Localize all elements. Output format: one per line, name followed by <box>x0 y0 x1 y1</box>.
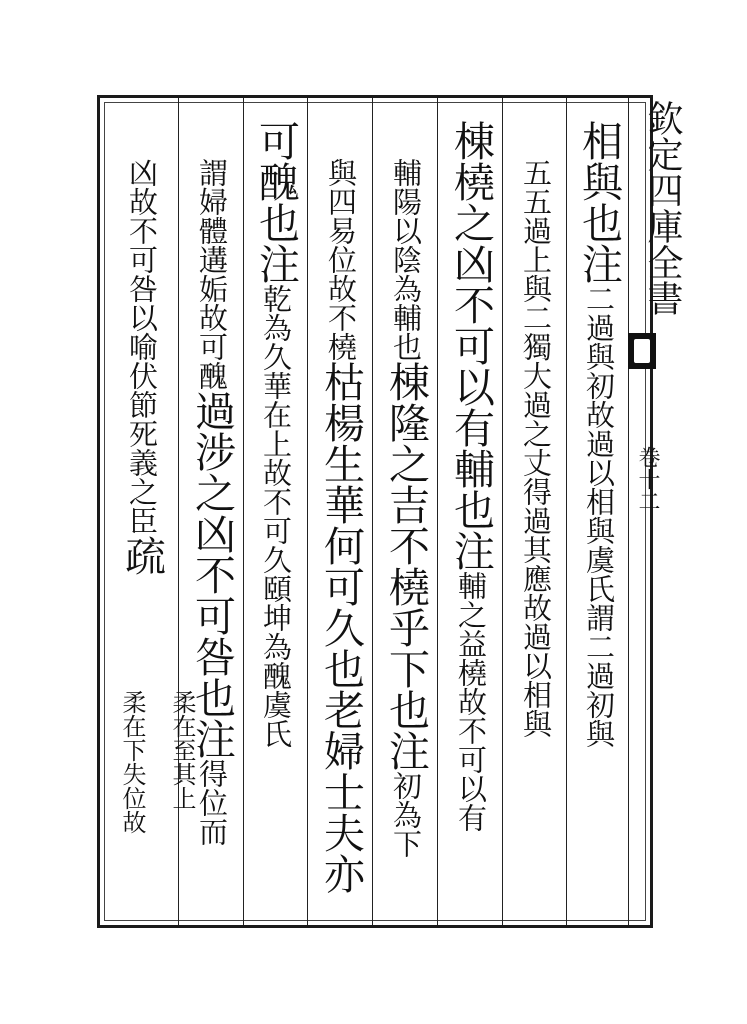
text-column-4 <box>375 158 437 858</box>
column-rule <box>243 98 244 925</box>
annotation-left-line <box>110 690 154 834</box>
main-text: 過涉之凶不可咎也注 <box>188 390 236 759</box>
column-rule <box>372 98 373 925</box>
main-text: 疏 <box>118 535 166 576</box>
commentary-text: 得位而 <box>195 759 229 846</box>
annotation-text: 柔在下失位故 <box>118 690 146 834</box>
main-text: 可醜也注 <box>252 120 300 284</box>
main-text: 棟隆之吉不橈乎下也注 <box>382 361 430 771</box>
commentary-text: 輔之益橈故不可以有 <box>454 571 488 832</box>
text-column-6 <box>245 120 307 748</box>
text-column-5 <box>310 158 372 894</box>
column-rule <box>502 98 503 925</box>
main-text: 枯楊生華何可久也老婦士夫亦 <box>317 361 365 894</box>
juan-text: 卷十二 <box>635 446 660 512</box>
text-column-8 <box>111 158 173 576</box>
column-rule <box>307 98 308 925</box>
fishtail-mark <box>628 333 656 369</box>
juan-label <box>634 446 660 512</box>
commentary-text: 與四易位故不橈 <box>324 158 358 361</box>
commentary-text: 五五過上與二獨大過之丈得過其應故過以相與 <box>519 158 553 738</box>
text-column-2 <box>505 158 567 738</box>
text-column-1 <box>568 120 630 748</box>
collection-title <box>640 100 684 316</box>
title-text: 欽定四庫全書 <box>642 100 683 316</box>
commentary-text: 謂婦體遘姤故可醜 <box>195 158 229 390</box>
main-text: 相與也注 <box>575 120 623 284</box>
text-column-3 <box>440 120 502 832</box>
annotation-right-line <box>160 690 204 834</box>
main-text: 棟橈之凶不可以有輔也注 <box>447 120 495 571</box>
double-line-annotation <box>110 690 204 834</box>
commentary-text: 輔陽以陰為輔也 <box>389 158 423 361</box>
column-rule <box>437 98 438 925</box>
commentary-text: 二過與初故過以相與虞氏謂二過初與 <box>582 284 616 748</box>
annotation-text: 柔在至其上 <box>168 690 196 810</box>
commentary-text: 凶故不可咎以喻伏節死義之臣 <box>125 158 159 535</box>
commentary-text: 乾為久華在上故不可久頤坤為醜虞氏 <box>259 284 293 748</box>
commentary-text: 初為下 <box>389 771 423 858</box>
